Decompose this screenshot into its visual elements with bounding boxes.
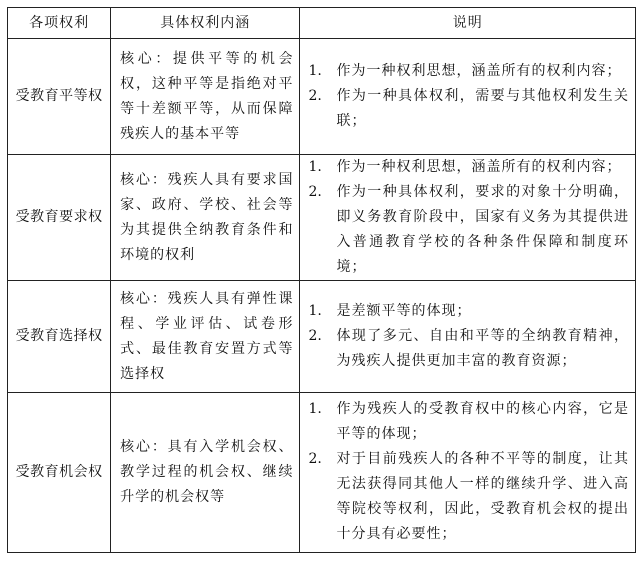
note-item xyxy=(308,84,629,134)
note-number: 2. xyxy=(308,451,322,468)
note-number: 2. xyxy=(308,88,322,105)
document-page xyxy=(7,7,636,553)
note-text: 作为一种权利思想，涵盖所有的权利内容； xyxy=(336,63,622,80)
note-number: 1. xyxy=(308,401,322,418)
notes-cell xyxy=(300,392,636,552)
right-content-cell: 核心：具有入学机会权、教学过程的机会权、继续升学的机会权等 xyxy=(111,392,300,552)
note-item xyxy=(308,324,629,374)
note-item xyxy=(308,180,629,280)
right-name-cell: 受教育要求权 xyxy=(8,155,111,281)
note-number: 1. xyxy=(308,303,322,320)
right-name-cell: 受教育平等权 xyxy=(8,39,111,155)
table-row xyxy=(8,281,636,392)
note-number: 2. xyxy=(308,184,322,201)
right-name-cell: 受教育选择权 xyxy=(8,281,111,392)
right-content-cell: 核心：残疾人具有弹性课程、学业评估、试卷形式、最佳教育安置方式等选择权 xyxy=(111,281,300,392)
note-text: 对于目前残疾人的各种不平等的制度，让其无法获得同其他人一样的继续升学、进入高等院校等权利，因此，受教育机会权的提出十分具有必要性； xyxy=(336,451,629,543)
notes-list xyxy=(308,299,629,374)
table-row xyxy=(8,39,636,155)
note-text: 作为一种具体权利，需要与其他权利发生关联； xyxy=(336,88,629,130)
notes-cell xyxy=(300,281,636,392)
note-item xyxy=(308,59,629,84)
header-row xyxy=(8,8,636,39)
table-row xyxy=(8,392,636,552)
header-notes: 说明 xyxy=(300,8,636,39)
notes-cell xyxy=(300,39,636,155)
right-name-cell: 受教育机会权 xyxy=(8,392,111,552)
table-header xyxy=(8,8,636,39)
note-number: 1. xyxy=(308,159,322,176)
header-right-content: 具体权利内涵 xyxy=(111,8,300,39)
notes-list xyxy=(308,397,629,547)
header-right-name: 各项权利 xyxy=(8,8,111,39)
note-text: 体现了多元、自由和平等的全纳教育精神，为残疾人提供更加丰富的教育资源； xyxy=(336,328,629,370)
note-number: 2. xyxy=(308,328,322,345)
note-item xyxy=(308,447,629,547)
note-item xyxy=(308,299,629,324)
note-text: 作为残疾人的受教育权中的核心内容，它是平等的体现； xyxy=(336,401,629,443)
note-text: 作为一种权利思想，涵盖所有的权利内容； xyxy=(336,159,622,176)
rights-table xyxy=(7,7,636,553)
note-number: 1. xyxy=(308,63,322,80)
note-item xyxy=(308,397,629,447)
notes-list xyxy=(308,59,629,134)
table-body xyxy=(8,39,636,553)
note-text: 作为一种具体权利，要求的对象十分明确，即义务教育阶段中，国家有义务为其提供进入普通教育学校的各种条件保障和制度环境； xyxy=(336,184,629,276)
note-item xyxy=(308,155,629,180)
note-text: 是差额平等的体现； xyxy=(336,303,472,320)
notes-cell xyxy=(300,155,636,281)
notes-list xyxy=(308,155,629,280)
table-row xyxy=(8,155,636,281)
right-content-cell: 核心：残疾人具有要求国家、政府、学校、社会等为其提供全纳教育条件和环境的权利 xyxy=(111,155,300,281)
right-content-cell: 核心：提供平等的机会权，这种平等是指绝对平等十差额平等，从而保障残疾人的基本平等 xyxy=(111,39,300,155)
